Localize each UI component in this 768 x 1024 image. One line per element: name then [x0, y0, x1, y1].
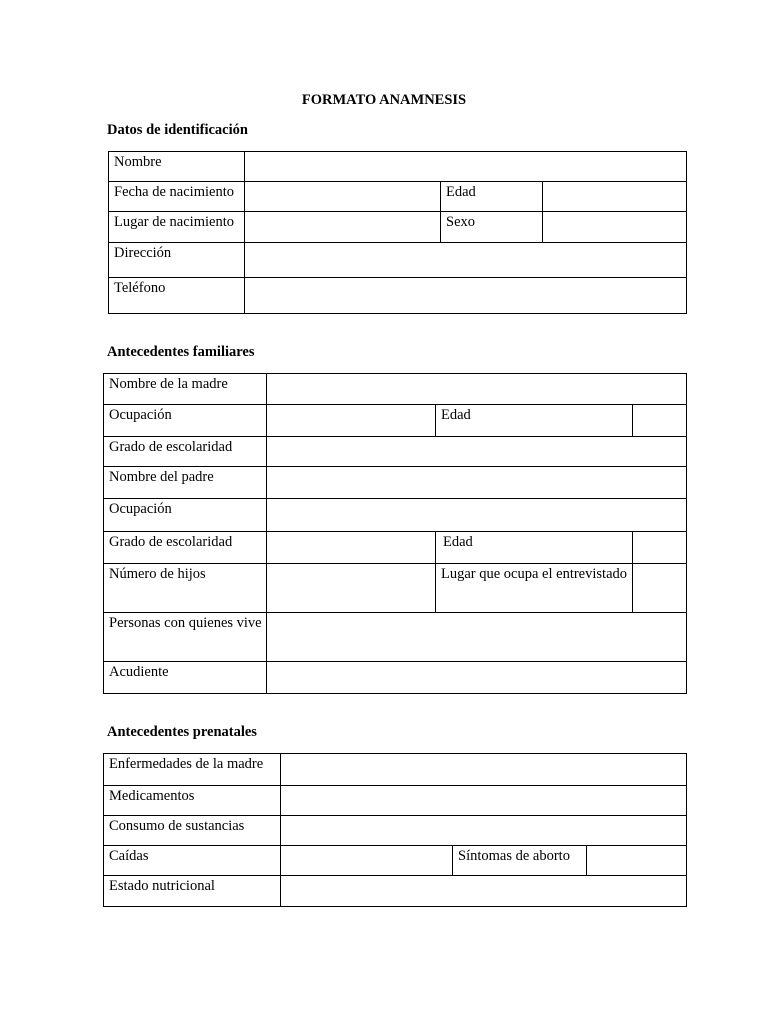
field-sexo[interactable]: [543, 212, 687, 243]
field-numero-hijos[interactable]: [267, 564, 436, 613]
table-row: [104, 846, 687, 876]
table-row: [104, 754, 687, 786]
label-estado-nutricional: Estado nutricional: [104, 876, 281, 907]
field-sintomas-aborto[interactable]: [587, 846, 687, 876]
field-caidas[interactable]: [281, 846, 453, 876]
table-row: [104, 437, 687, 467]
table-row: [109, 278, 687, 314]
label-telefono: Teléfono: [109, 278, 245, 314]
label-caidas: Caídas: [104, 846, 281, 876]
field-telefono[interactable]: [245, 278, 687, 314]
label-nombre-padre: Nombre del padre: [104, 467, 267, 499]
label-enfermedades-madre: Enfermedades de la madre: [104, 754, 281, 786]
table-row: [104, 564, 687, 613]
field-consumo-sustancias[interactable]: [281, 816, 687, 846]
label-sintomas-aborto: Síntomas de aborto: [453, 846, 587, 876]
label-nombre-madre: Nombre de la madre: [104, 374, 267, 405]
label-ocupacion-madre: Ocupación: [104, 405, 267, 437]
label-fecha-nacimiento: Fecha de nacimiento: [109, 182, 245, 212]
label-edad: Edad: [441, 182, 543, 212]
section-title-identificacion: Datos de identificación: [107, 122, 248, 138]
table-row: [104, 467, 687, 499]
label-edad-padre: Edad: [436, 532, 633, 564]
label-lugar-nacimiento: Lugar de nacimiento: [109, 212, 245, 243]
label-lugar-entrevistado: Lugar que ocupa el entrevistado: [436, 564, 633, 613]
label-ocupacion-padre: Ocupación: [104, 499, 267, 532]
field-enfermedades-madre[interactable]: [281, 754, 687, 786]
field-escolaridad-madre[interactable]: [267, 437, 687, 467]
table-row: [104, 613, 687, 662]
prenatales-table: [103, 753, 687, 907]
label-medicamentos: Medicamentos: [104, 786, 281, 816]
label-escolaridad-padre: Grado de escolaridad: [104, 532, 267, 564]
field-nombre[interactable]: [245, 152, 687, 182]
label-personas-vive: Personas con quienes vive: [104, 613, 267, 662]
field-nombre-padre[interactable]: [267, 467, 687, 499]
table-row: [104, 876, 687, 907]
field-nombre-madre[interactable]: [267, 374, 687, 405]
label-acudiente: Acudiente: [104, 662, 267, 694]
table-row: [109, 152, 687, 182]
field-fecha-nacimiento[interactable]: [245, 182, 441, 212]
field-estado-nutricional[interactable]: [281, 876, 687, 907]
field-ocupacion-padre[interactable]: [267, 499, 687, 532]
table-row: [104, 816, 687, 846]
label-direccion: Dirección: [109, 243, 245, 278]
label-nombre: Nombre: [109, 152, 245, 182]
label-edad-madre: Edad: [436, 405, 633, 437]
table-row: [104, 499, 687, 532]
table-row: [109, 243, 687, 278]
label-consumo-sustancias: Consumo de sustancias: [104, 816, 281, 846]
field-escolaridad-padre[interactable]: [267, 532, 436, 564]
field-personas-vive[interactable]: [267, 613, 687, 662]
table-row: [104, 662, 687, 694]
familiares-table: [103, 373, 687, 694]
field-lugar-nacimiento[interactable]: [245, 212, 441, 243]
document-title: FORMATO ANAMNESIS: [301, 92, 467, 108]
field-medicamentos[interactable]: [281, 786, 687, 816]
field-ocupacion-madre[interactable]: [267, 405, 436, 437]
field-edad-padre[interactable]: [633, 532, 687, 564]
identificacion-table: [108, 151, 687, 314]
field-edad-madre[interactable]: [633, 405, 687, 437]
table-row: [109, 212, 687, 243]
label-numero-hijos: Número de hijos: [104, 564, 267, 613]
table-row: [104, 786, 687, 816]
label-sexo: Sexo: [441, 212, 543, 243]
table-row: [104, 374, 687, 405]
field-lugar-entrevistado[interactable]: [633, 564, 687, 613]
section-title-familiares: Antecedentes familiares: [107, 344, 255, 360]
field-acudiente[interactable]: [267, 662, 687, 694]
section-title-prenatales: Antecedentes prenatales: [107, 724, 257, 740]
table-row: [109, 182, 687, 212]
field-direccion[interactable]: [245, 243, 687, 278]
field-edad[interactable]: [543, 182, 687, 212]
table-row: [104, 532, 687, 564]
table-row: [104, 405, 687, 437]
label-escolaridad-madre: Grado de escolaridad: [104, 437, 267, 467]
